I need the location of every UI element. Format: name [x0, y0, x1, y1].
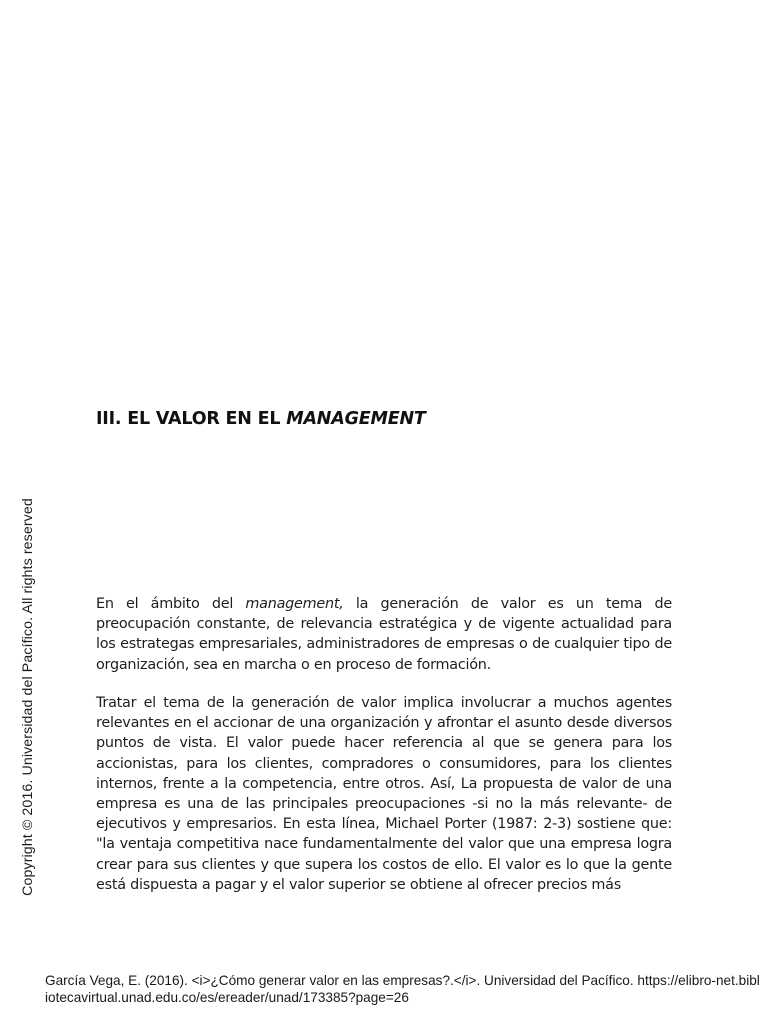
- chapter-heading-text: III. EL VALOR EN EL: [96, 409, 287, 429]
- chapter-heading-emphasis: MANAGEMENT: [286, 409, 426, 429]
- paragraph-2: Tratar el tema de la generación de valor implica involucrar a muchos agentes relevantes en el accionar de una organización y afrontar el asunto desde diversos puntos de vista. El valor puede hacer referencia al que se genera para los accionistas, para los clientes, compradores o consumidores, para los clientes internos, frente a la competencia, entre otros. Así, La propuesta de valor de una empresa es una de las principales preocupaciones -si no la más relevante- de ejecutivos y empresarios. En esta línea, Michael Porter (1987: 2-3) sostiene que: "la ventaja competitiva nace fundamentalmente del valor que una empresa logra crear para sus clientes y que supera los costos de ello. El valor es lo que la gente está dispuesta a pagar y el valor superior se obtiene al ofrecer precios más: [96, 695, 672, 893]
- paragraph-1-start: En el ámbito del: [96, 596, 246, 612]
- paragraph-1-rest: la generación de valor es un tema de preocupación constante, de relevancia estratégica y de vigente actualidad para los estrategas empresariales, administradores de empresas o de cualquier tipo de organización, sea en marcha o en proceso de formación.: [96, 596, 673, 673]
- paragraph-1-emphasis: management,: [245, 596, 344, 612]
- footer-citation: García Vega, E. (2016). <i>¿Cómo generar valor en las empresas?.</i>. Universidad del Pacífico. https://elibro-net.bibliotecavirtual.unad.edu.co/es/ereader/unad/173385?page=26: [45, 973, 760, 1005]
- chapter-heading: [96, 409, 426, 429]
- paragraph-1: [96, 594, 672, 675]
- side-copyright-notice: Copyright © 2016. Universidad del Pacífico. All rights reserved: [20, 498, 36, 896]
